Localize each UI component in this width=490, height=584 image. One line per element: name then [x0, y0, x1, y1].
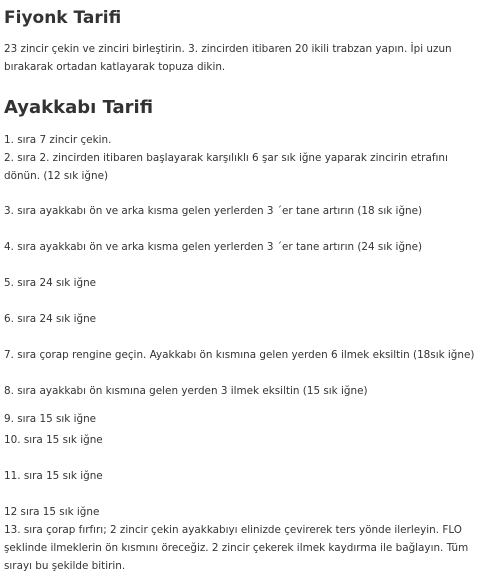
row-line-7: 7. sıra çorap rengine geçin. Ayakkabı ön kısmına gelen yerden 6 ilmek eksiltin (18sık iğne): [4, 349, 475, 361]
bow-recipe-title: Fiyonk Tarifi: [4, 8, 122, 28]
row-line-1: 1. sıra 7 zincir çekin.: [4, 134, 112, 146]
row-line-8: 8. sıra ayakkabı ön kısmına gelen yerden 3 ilmek eksiltin (15 sık iğne): [4, 385, 368, 397]
row-line-4: 4. sıra ayakkabı ön ve arka kısma gelen yerlerden 3 ´er tane artırın (24 sık iğne): [4, 241, 423, 253]
row-line-3: 3. sıra ayakkabı ön ve arka kısma gelen yerlerden 3 ´er tane artırın (18 sık iğne): [4, 205, 423, 217]
shoe-recipe-title: Ayakkabı Tarifi: [4, 97, 154, 118]
row-line-9: 9. sıra 15 sık iğne: [4, 413, 97, 425]
row-line-11: 11. sıra 15 sık iğne: [4, 470, 103, 482]
row-line-13: 13. sıra çorap fırfırı; 2 zincir çekin ayakkabıyı elinizde çevirerek ters yönde ilerleyin. FLO şeklinde ilmeklerin ön kısmını öreceğiz. 2 zincir çekerek ilmek kaydırma ile bağlayın. Tüm sırayı bu şekilde bitirin.: [4, 524, 469, 572]
row-line-2: 2. sıra 2. zincirden itibaren başlayarak karşılıklı 6 şar sık iğne yaparak zincirin etrafını dönün. (12 sık iğne): [4, 152, 448, 182]
row-line-5: 5. sıra 24 sık iğne: [4, 277, 97, 289]
row-line-6: 6. sıra 24 sık iğne: [4, 313, 97, 325]
bow-recipe-text: 23 zincir çekin ve zinciri birleştirin. 3. zincirden itibaren 20 ikili trabzan yapın. İpi uzun bırakarak ortadan katlayarak topuza dikin.: [4, 43, 452, 73]
row-line-10: 10. sıra 15 sık iğne: [4, 434, 103, 446]
row-line-12: 12 sıra 15 sık iğne: [4, 506, 100, 518]
